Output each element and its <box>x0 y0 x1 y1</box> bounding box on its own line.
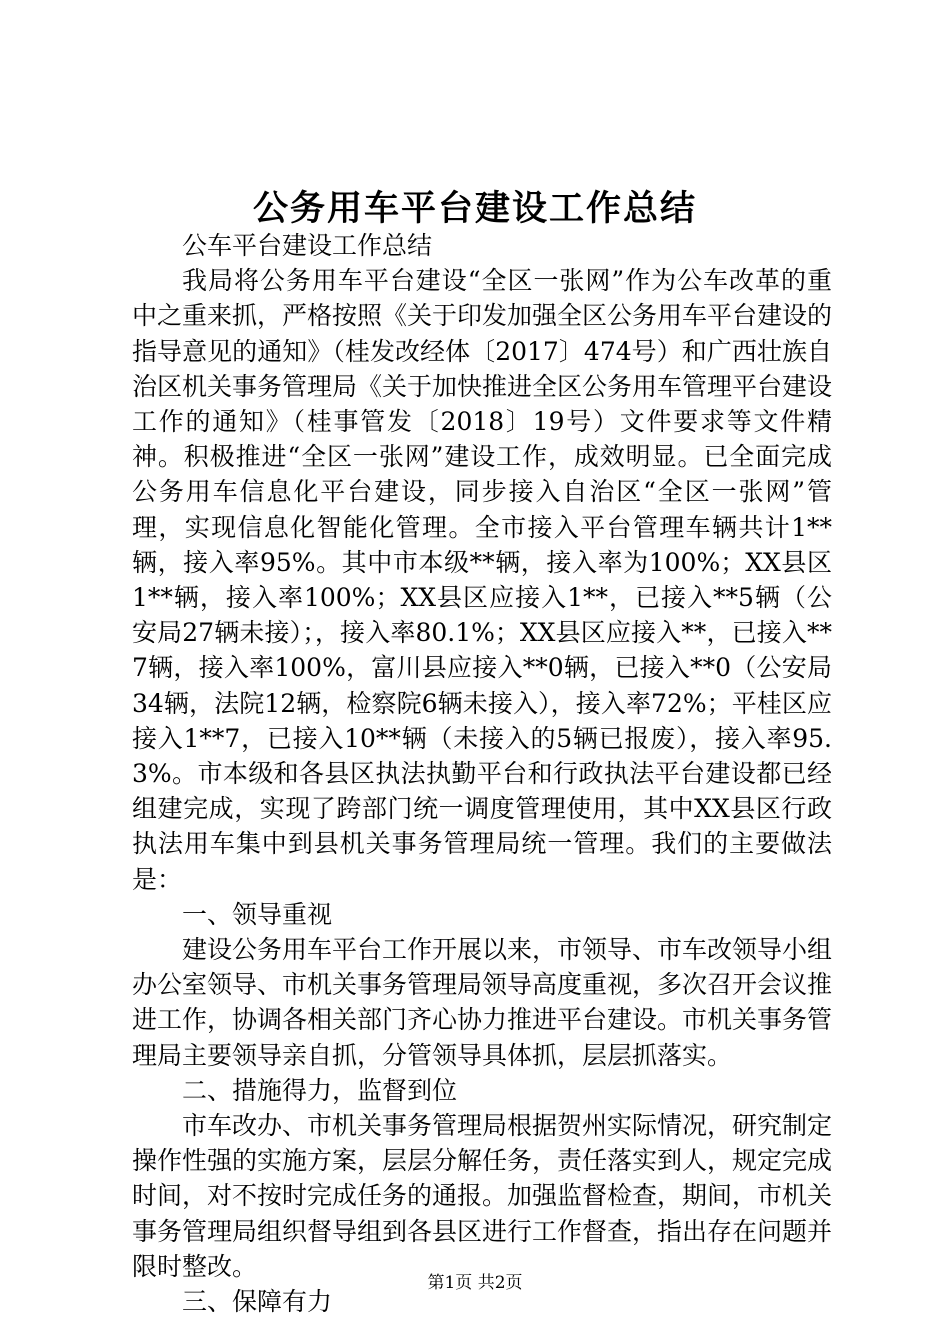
intro-paragraph: 我局将公务用车平台建设“全区一张网”作为公车改革的重中之重来抓，严格按照《关于印发加强全区公务用车平台建设的指导意见的通知》（桂发改经体〔2017〕474号）和广西壮族自治区机关事务管理局《关于加快推进全区公务用车管理平台建设工作的通知》（桂事管发〔2018〕19号）文件要求等文件精神。积极推进“全区一张网”建设工作，成效明显。已全面完成公务用车信息化平台建设，同步接入自治区“全区一张网”管理，实现信息化智能化管理。全市接入平台管理车辆共计1**辆，接入率95%。其中市本级**辆，接入率为100%；XX县区1**辆，接入率100%；XX县区应接入1**，已接入**5辆（公安局27辆未接）；，接入率80.1%；XX县区应接入**，已接入**7辆，接入率100%，富川县应接入**0辆，已接入**0（公安局34辆，法院12辆，检察院6辆未接入），接入率72%；平桂区应接入1**7，已接入10**辆（未接入的5辆已报废），接入率95.3%。市本级和各县区执法执勤平台和行政执法平台建设都已经组建完成，实现了跨部门统一调度管理使用，其中XX县区行政执法用车集中到县机关事务管理局统一管理。我们的主要做法是： <box>132 266 833 894</box>
page-footer: 第1页 共2页 <box>427 1273 523 1293</box>
subtitle-paragraph: 公车平台建设工作总结 <box>182 231 433 260</box>
document-body <box>132 228 832 1319</box>
section-heading-2: 二、措施得力，监督到位 <box>182 1075 458 1105</box>
section-paragraph-1: 建设公务用车平台工作开展以来，市领导、市车改领导小组办公室领导、市机关事务管理局领导高度重视，多次召开会议推进工作，协调各相关部门齐心协力推进平台建设。市机关事务管理局主要领导亲自抓，分管领导具体抓，层层抓落实。 <box>132 935 833 1070</box>
section-heading-1: 一、领导重视 <box>182 899 333 929</box>
document-title: 公务用车平台建设工作总结 <box>252 189 697 229</box>
section-paragraph-2: 市车改办、市机关事务管理局根据贺州实际情况，研究制定操作性强的实施方案，层层分解任务，责任落实到人，规定完成时间，对不按时完成任务的通报。加强监督检查，期间，市机关事务管理局组织督导组到各县区进行工作督查，指出存在问题并限时整改。 <box>132 1111 833 1281</box>
section-heading-3: 三、保障有力 <box>182 1287 333 1317</box>
